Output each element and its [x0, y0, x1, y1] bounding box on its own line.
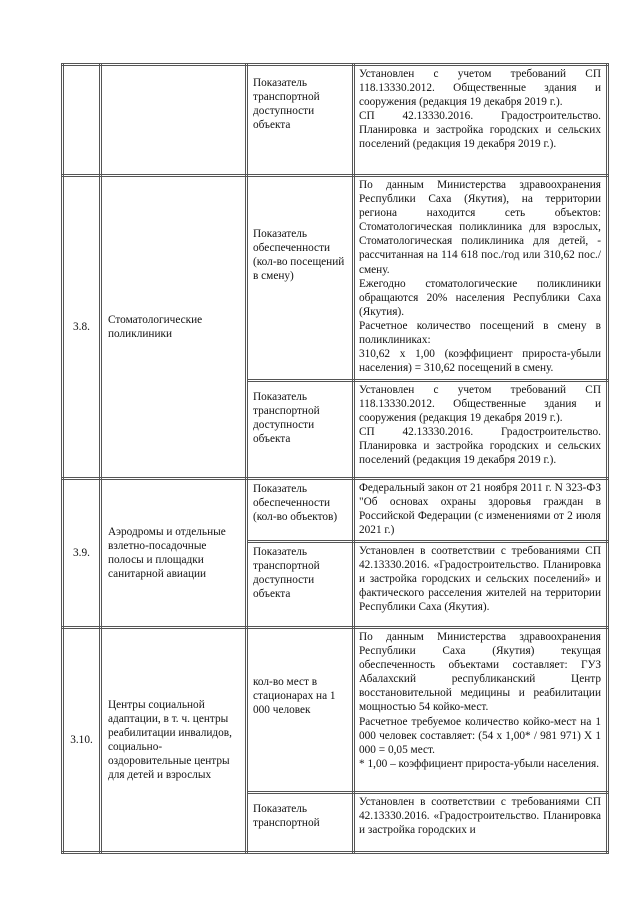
description-paragraph: По данным Министерства здравоохранения Республики Саха (Якутия) текущая обеспеченность объектами составляет: ГУЗ Абалахский республиканский Центр восстановительной медицины и реабилитации мощностью 54 койко-мест.: [359, 631, 601, 714]
indicator-label: Показатель обеспеченности (кол-во посещений в смену): [247, 176, 354, 381]
indicator-description: [354, 793, 608, 853]
indicator-description: [354, 176, 608, 381]
indicator-label: Показатель транспортной доступности объекта: [247, 65, 354, 176]
object-name: Стоматологические поликлиники: [101, 176, 247, 479]
table-row: [63, 479, 608, 542]
row-number: 3.9.: [63, 479, 101, 628]
description-paragraph: Установлен с учетом требований СП 118.13330.2012. Общественные здания и сооружения (редакция 19 декабря 2019 г.).: [359, 384, 601, 425]
table-row: [63, 628, 608, 793]
description-paragraph: Установлен с учетом требований СП 118.13330.2012. Общественные здания и сооружения (редакция 19 декабря 2019 г.).: [359, 68, 601, 109]
table-row: [63, 176, 608, 381]
description-paragraph: Расчетное требуемое количество койко-мест на 1 000 человек составляет: (54 х 1,00* / 981 971) Х 1 000 = 0,05 мест.: [359, 715, 601, 756]
indicator-description: [354, 542, 608, 628]
indicator-label: Показатель транспортной: [247, 793, 354, 853]
object-name: Аэродромы и отдельные взлетно-посадочные полосы и площадки санитарной авиации: [101, 479, 247, 628]
description-paragraph: Федеральный закон от 21 ноября 2011 г. N 323-ФЗ "Об основах охраны здоровья граждан в Российской Федерации (с изменениями от 2 июля 2021 г.): [359, 482, 601, 537]
indicator-label: кол-во мест в стационарах на 1 000 человек: [247, 628, 354, 793]
description-paragraph: Установлен в соответствии с требованиями СП 42.13330.2016. «Градостроительство. Планировка и застройка городских и: [359, 796, 601, 837]
indicator-description: [354, 65, 608, 176]
indicator-label: Показатель обеспеченности (кол-во объектов): [247, 479, 354, 542]
description-paragraph: Расчетное количество посещений в смену в поликлиниках:: [359, 319, 601, 347]
row-number: 3.8.: [63, 176, 101, 479]
description-paragraph: Ежегодно стоматологические поликлиники обращаются 20% населения Республики Саха (Якутия).: [359, 277, 601, 318]
description-paragraph: 310,62 х 1,00 (коэффициент прироста-убыли населения) = 310,62 посещений в смену.: [359, 348, 601, 375]
description-paragraph: * 1,00 – коэффициент прироста-убыли населения.: [359, 757, 600, 770]
indicator-description: [354, 381, 608, 479]
indicator-description: [354, 628, 608, 793]
description-paragraph: Установлен в соответствии с требованиями СП 42.13330.2016. «Градостроительство. Планировка и застройка городских и сельских поселений» и фактического расселения жителей на территории Республики Саха (Якутия).: [359, 545, 601, 614]
description-paragraph: СП 42.13330.2016. Градостроительство. Планировка и застройка городских и сельских поселений (редакция 19 декабря 2019 г.).: [359, 426, 601, 467]
table-body: [63, 65, 608, 853]
indicator-label: Показатель транспортной доступности объекта: [247, 542, 354, 628]
normative-table: [61, 63, 609, 854]
row-number: 3.10.: [63, 628, 101, 853]
indicator-description: [354, 479, 608, 542]
description-paragraph: По данным Министерства здравоохранения Республики Саха (Якутия), на территории региона находится сеть объектов: Стоматологическая поликлиника для взрослых, Стоматологическая поликлиника для детей, - рассчитанная на 114 618 пос./год или 310,62 пос./ смену.: [359, 179, 601, 276]
row-number: [63, 65, 101, 176]
object-name: Центры социальной адаптации, в т. ч. центры реабилитации инвалидов, социально-оздоровительные центры для детей и взрослых: [101, 628, 247, 853]
description-paragraph: СП 42.13330.2016. Градостроительство. Планировка и застройка городских и сельских поселений (редакция 19 декабря 2019 г.).: [359, 110, 601, 151]
table-row: [63, 65, 608, 176]
object-name: [101, 65, 247, 176]
indicator-label: Показатель транспортной доступности объекта: [247, 381, 354, 479]
